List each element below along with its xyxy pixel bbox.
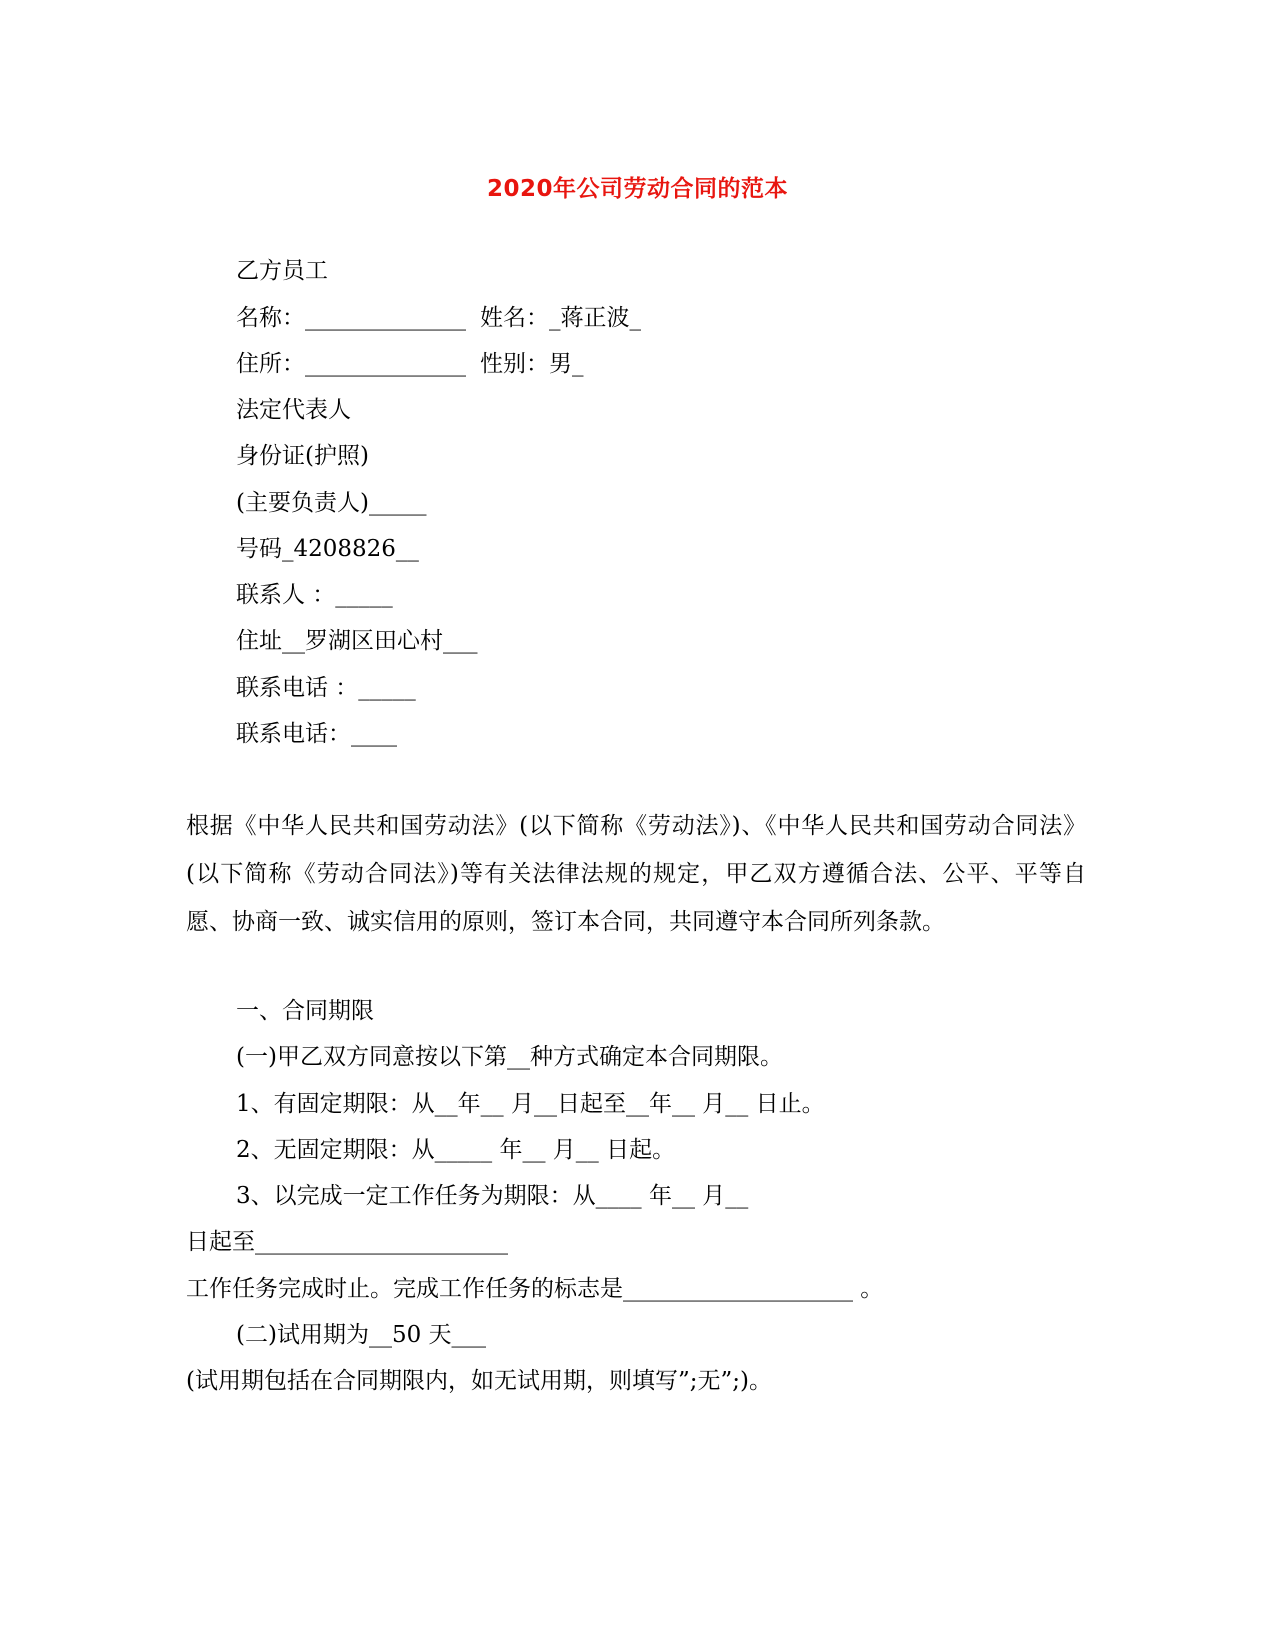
phone-field-1: 联系电话 ：_____ <box>236 675 416 701</box>
probation-note: (试用期包括在合同期限内，如无试用期，则填写”;无”;)。 <box>186 1368 772 1394</box>
party-b-label: 乙方员工 <box>236 258 328 284</box>
item-fixed-term: 1、有固定期限：从__年__ 月__日起至__年__ 月__ 日止。 <box>236 1091 825 1117</box>
contact-person-field: 联系人 ：_____ <box>236 582 393 608</box>
company-address-field: 住所：______________ <box>236 351 466 377</box>
name-row <box>236 303 641 333</box>
item-open-term: 2、无固定期限：从_____ 年__ 月__ 日起。 <box>236 1137 676 1163</box>
intro-paragraph: 根据《中华人民共和国劳动法》(以下简称《劳动法》)、《中华人民共和国劳动合同法》(以下简称《劳动合同法》)等有关法律法规的规定，甲乙双方遵循合法、公平、平等自愿、协商一致、诚实信用的原则，签订本合同，共同遵守本合同所列条款。 <box>186 813 1086 935</box>
employee-name-field: 姓名：_蒋正波_ <box>480 305 641 331</box>
clause-term-method: (一)甲乙双方同意按以下第__种方式确定本合同期限。 <box>236 1044 783 1070</box>
document-title: 2020年公司劳动合同的范本 <box>486 176 788 202</box>
main-person-field: (主要负责人)_____ <box>236 490 427 516</box>
item-task-term-continued: 日起至______________________ <box>186 1229 508 1255</box>
id-card-label: 身份证(护照) <box>236 443 369 469</box>
gender-field: 性别：男_ <box>480 351 584 377</box>
item-task-term: 3、以完成一定工作任务为期限：从____ 年__ 月__ <box>236 1183 749 1209</box>
section-contract-term: 一、合同期限 <box>236 998 374 1024</box>
address-row <box>236 349 584 379</box>
id-number-field: 号码_4208826__ <box>236 536 419 562</box>
legal-representative-label: 法定代表人 <box>236 397 351 423</box>
company-name-field: 名称：______________ <box>236 305 466 331</box>
phone-field-2: 联系电话：____ <box>236 721 397 747</box>
clause-probation: (二)试用期为__50 天___ <box>236 1322 487 1348</box>
residence-field: 住址__罗湖区田心村___ <box>236 628 478 654</box>
item-task-term-end: 工作任务完成时止。完成工作任务的标志是____________________ 。 <box>186 1276 884 1302</box>
